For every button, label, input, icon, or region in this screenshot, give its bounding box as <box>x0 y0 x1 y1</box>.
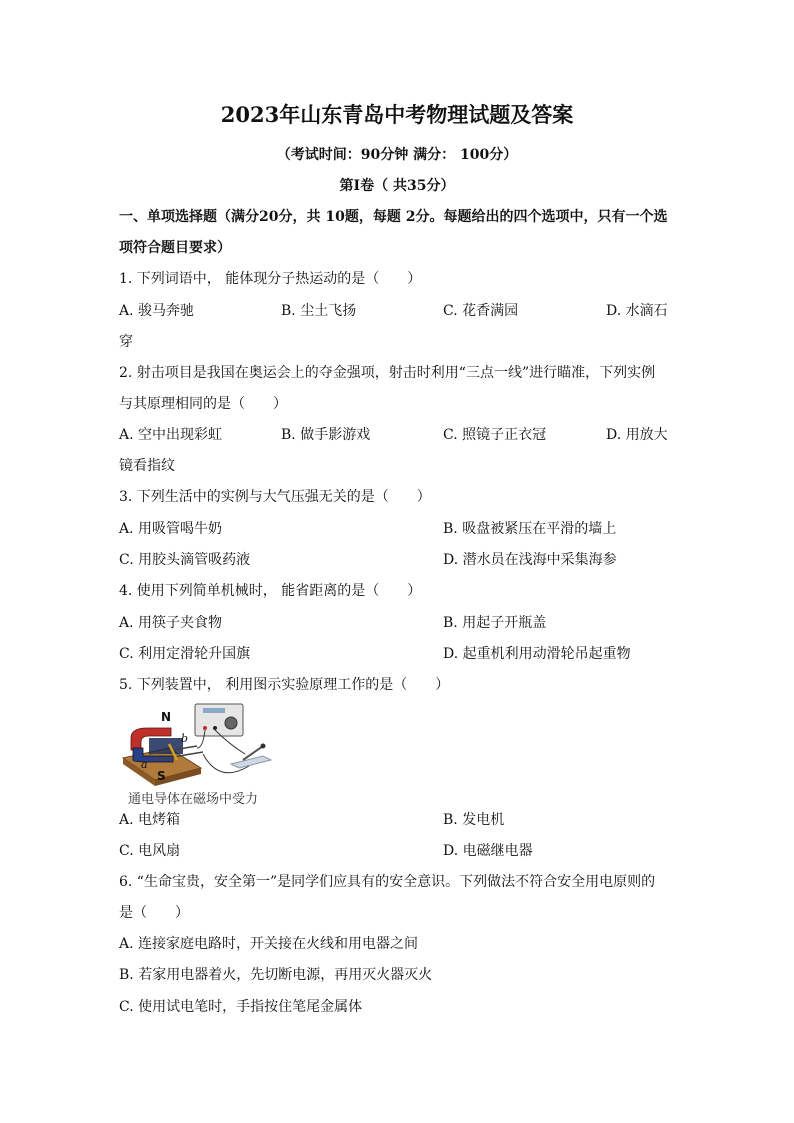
question-6-option-c: C. 使用试电笔时，手指按住笔尾金属体 <box>119 999 363 1015</box>
question-3-option-c: C. 用胶头滴管吸药液 <box>119 552 251 568</box>
document-title: 2023年山东青岛中考物理试题及答案 <box>220 102 574 127</box>
question-2-stem-line1: 2. 射击项目是我国在奥运会上的夺金强项，射击时利用“三点一线”进行瞄准，下列实例 <box>119 365 656 381</box>
question-1-option-c: C. 花香满园 <box>443 303 519 319</box>
question-3-option-d: D. 潜水员在浅海中采集海参 <box>443 552 617 568</box>
question-5-option-c: C. 电风扇 <box>119 843 181 859</box>
question-6-stem-line1: 6. “生命宝贵，安全第一”是同学们应具有的安全意识。下列做法不符合安全用电原则的 <box>119 874 656 890</box>
question-5-option-b: B. 发电机 <box>443 812 505 828</box>
point-a-label: a <box>141 758 148 771</box>
question-2-option-b: B. 做手影游戏 <box>281 427 371 443</box>
question-6-option-a: A. 连接家庭电路时，开关接在火线和用电器之间 <box>119 936 419 952</box>
question-2-option-d: D. 用放大 <box>606 427 668 443</box>
question-5-stem: 5. 下列装置中， 利用图示实验原理工作的是（ ） <box>119 677 450 693</box>
question-2-stem-line2: 与其原理相同的是（ ） <box>119 396 287 412</box>
question-4-option-b: B. 用起子开瓶盖 <box>443 615 547 631</box>
question-3-stem: 3. 下列生活中的实例与大气压强无关的是（ ） <box>119 489 431 505</box>
question-2-option-a: A. 空中出现彩虹 <box>119 427 223 443</box>
question-6-stem-line2: 是（ ） <box>119 905 189 921</box>
section-heading-line2: 项符合题目要求） <box>119 240 231 256</box>
question-2-option-d-wrap: 镜看指纹 <box>119 458 175 474</box>
switch-handle <box>261 744 266 749</box>
point-b-label: b <box>181 732 189 745</box>
power-supply-label-plate <box>203 708 225 713</box>
question-5-option-a: A. 电烤箱 <box>119 812 181 828</box>
question-3-option-a: A. 用吸管喝牛奶 <box>119 521 223 537</box>
question-4-option-c: C. 利用定滑轮升国旗 <box>119 646 251 662</box>
south-label: S <box>157 769 166 783</box>
power-supply-knob <box>225 717 237 729</box>
north-label: N <box>161 710 172 724</box>
question-3-option-b: B. 吸盘被紧压在平滑的墙上 <box>443 521 617 537</box>
question-6-option-b: B. 若家用电器着火，先切断电源，再用灭火器灭火 <box>119 967 433 983</box>
terminal-negative <box>213 726 217 730</box>
question-4-option-a: A. 用筷子夹食物 <box>119 615 223 631</box>
question-1-option-d-wrap: 穿 <box>119 334 133 350</box>
question-4-option-d: D. 起重机利用动滑轮吊起重物 <box>443 646 631 662</box>
section-heading-line1: 一、单项选择题（满分20分，共 10题，每题 2分。每题给出的四个选项中，只有一个选 <box>119 209 668 225</box>
terminal-positive <box>203 726 207 730</box>
figure-caption: 通电导体在磁场中受力 <box>128 792 259 807</box>
question-1-option-a: A. 骏马奔驰 <box>119 303 195 319</box>
question-1-option-d: D. 水滴石 <box>606 303 668 319</box>
exam-info: （考试时间：90分钟 满分： 100分） <box>276 147 518 163</box>
question-5-option-d: D. 电磁继电器 <box>443 843 533 859</box>
question-1-option-b: B. 尘土飞扬 <box>281 303 357 319</box>
question-2-option-c: C. 照镜子正衣冠 <box>443 427 547 443</box>
question-1-stem: 1. 下列词语中， 能体现分子热运动的是（ ） <box>119 271 422 287</box>
volume-heading: 第I卷（ 共35分） <box>339 178 455 194</box>
question-4-stem: 4. 使用下列简单机械时， 能省距离的是（ ） <box>119 583 422 599</box>
switch-base <box>231 756 271 768</box>
